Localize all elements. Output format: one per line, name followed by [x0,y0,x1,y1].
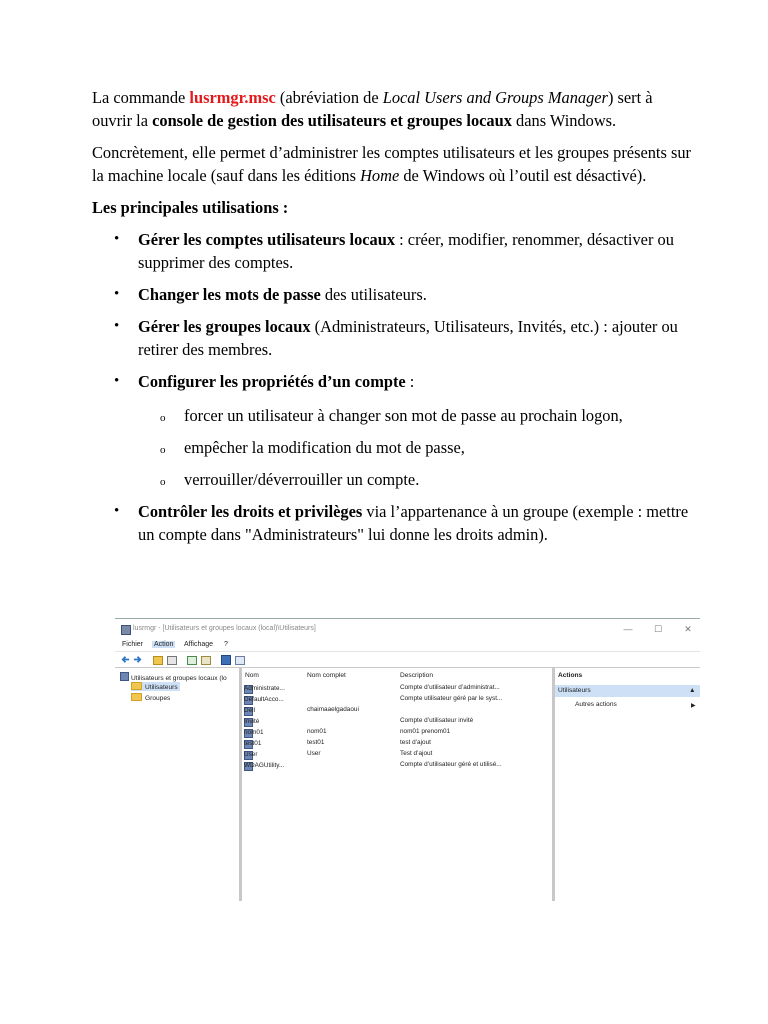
document-body [92,86,692,555]
emphasis: Home [360,166,400,185]
toolbar [115,652,700,668]
intro-paragraph [92,86,692,132]
cell-name: Invité [244,718,260,725]
cell-description: Compte utilisateur géré par le syst... [400,695,503,702]
cell-description: nom01 prenom01 [400,728,451,735]
text: Concrètement, elle permet d’administrer les comptes utilisateurs et les groupes présents sur la machine locale (sauf dans les éditions [92,143,691,185]
text: (abréviation de [275,88,383,107]
detail-paragraph [92,141,692,187]
table-row[interactable] [242,738,552,749]
table-row[interactable] [242,694,552,705]
cell-name: User [244,751,258,758]
folder-up-icon[interactable] [153,656,163,665]
menu-help[interactable]: ? [224,641,228,648]
tree-root-label: Utilisateurs et groupes locaux (lo [131,675,227,682]
cell-description: test d’ajout [400,739,431,746]
item-text: : créer, modifier, renommer, désactiver ou supprimer des comptes. [138,230,674,272]
text: dans Windows. [511,111,617,130]
tree-item-label: Groupes [145,695,171,702]
folder-icon [131,693,142,701]
forward-arrow-icon[interactable] [133,655,142,664]
app-icon [121,625,131,635]
item-text: des utilisateurs. [320,285,427,304]
sub-list-item: o empêcher la modification du mot de passe, [184,436,692,459]
column-header-nom-complet[interactable]: Nom complet [307,672,346,679]
cell-name: WDAGUtility... [244,762,285,769]
list-item [138,283,692,306]
tree-item-groupes[interactable] [131,693,170,702]
menu-bar [115,639,700,652]
item-text: via l’appartenance à un groupe (exemple : mettre un compte dans "Administrateurs" lui donne les droits admin). [138,502,689,544]
list-item [138,370,692,491]
strong-text: console de gestion des utilisateurs et groupes locaux [152,111,512,130]
column-header-description[interactable]: Description [400,672,433,679]
table-row[interactable] [242,760,552,771]
text: de Windows où l’outil est désactivé). [399,166,647,185]
actions-section-label: Utilisateurs [558,687,591,694]
list-item [138,228,692,274]
autres-actions-item[interactable]: Autres actions [575,701,617,708]
maximize-icon[interactable]: ☐ [653,624,663,634]
table-row[interactable] [242,727,552,738]
emphasis: Local Users and Groups Manager [382,88,608,107]
refresh-icon[interactable] [187,656,197,665]
item-bold: Changer les mots de passe [138,285,321,304]
window-titlebar [115,618,700,639]
section-title-text: Les principales utilisations : [92,198,289,217]
table-row[interactable] [242,705,552,716]
tree-item-label: Utilisateurs [145,684,178,691]
cell-name: DefaultAcco... [244,696,284,703]
tree-pane [115,668,242,901]
cell-description: Compte d’utilisateur invité [400,717,474,724]
tree-root[interactable] [120,672,227,682]
sub-list-item: o verrouiller/déverrouiller un compte. [184,468,692,491]
close-icon[interactable]: ✕ [684,624,692,634]
menu-affichage[interactable]: Affichage [184,641,214,648]
item-bold: Configurer les propriétés d’un compte [138,372,406,391]
tree-item-utilisateurs[interactable] [131,682,180,691]
users-list-pane [242,668,555,901]
cell-name: Dell [244,707,256,714]
text: ) sert à ouvrir la [92,88,653,130]
users-groups-icon [120,672,129,681]
column-header-nom[interactable]: Nom [245,672,259,679]
cell-fullname: test01 [307,739,325,746]
cell-fullname: chaimaaelgadaoui [307,706,359,713]
minimize-icon[interactable]: — [623,624,633,634]
item-text: : [405,372,415,391]
item-bold: Gérer les groupes locaux [138,317,311,336]
cell-name: Administrate... [244,685,285,692]
command-name: lusrmgr.msc [189,88,276,107]
item-bold: Gérer les comptes utilisateurs locaux [138,230,396,249]
table-row[interactable] [242,716,552,727]
cell-name: nom01 [244,729,264,736]
sub-list [138,404,692,491]
item-bold: Contrôler les droits et privilèges [138,502,363,521]
cell-fullname: nom01 [307,728,327,735]
action-pane-icon[interactable] [235,656,245,665]
export-icon[interactable] [201,656,211,665]
collapse-up-icon[interactable]: ▲ [689,687,696,694]
lusrmgr-screenshot [115,618,700,901]
actions-title: Actions [558,672,583,679]
text: La commande [92,88,190,107]
submenu-arrow-icon: ▶ [691,703,696,709]
list-item [138,500,692,546]
table-row[interactable] [242,749,552,760]
actions-pane [555,668,700,901]
show-hide-tree-icon[interactable] [167,656,177,665]
window-title: lusrmgr - [Utilisateurs et groupes locaux (local)\Utilisateurs] [133,625,316,632]
cell-description: Compte d’utilisateur géré et utilisé... [400,761,502,768]
section-title [92,196,692,219]
cell-fullname: User [307,750,321,757]
cell-name: test01 [244,740,262,747]
usage-list [92,228,692,546]
cell-description: Test d’ajout [400,750,433,757]
back-arrow-icon[interactable] [121,655,130,664]
sub-list-item: o forcer un utilisateur à changer son mot de passe au prochain logon, [184,404,692,427]
folder-icon [131,682,142,690]
table-row[interactable] [242,683,552,694]
menu-fichier[interactable]: Fichier [122,641,144,648]
list-item [138,315,692,361]
menu-action[interactable]: Action [154,641,174,648]
actions-section-utilisateurs[interactable] [555,685,700,697]
cell-description: Compte d’utilisateur d’administrat... [400,684,500,691]
item-text: (Administrateurs, Utilisateurs, Invités, etc.) : ajouter ou retirer des membres. [138,317,678,359]
help-icon[interactable] [221,655,231,665]
